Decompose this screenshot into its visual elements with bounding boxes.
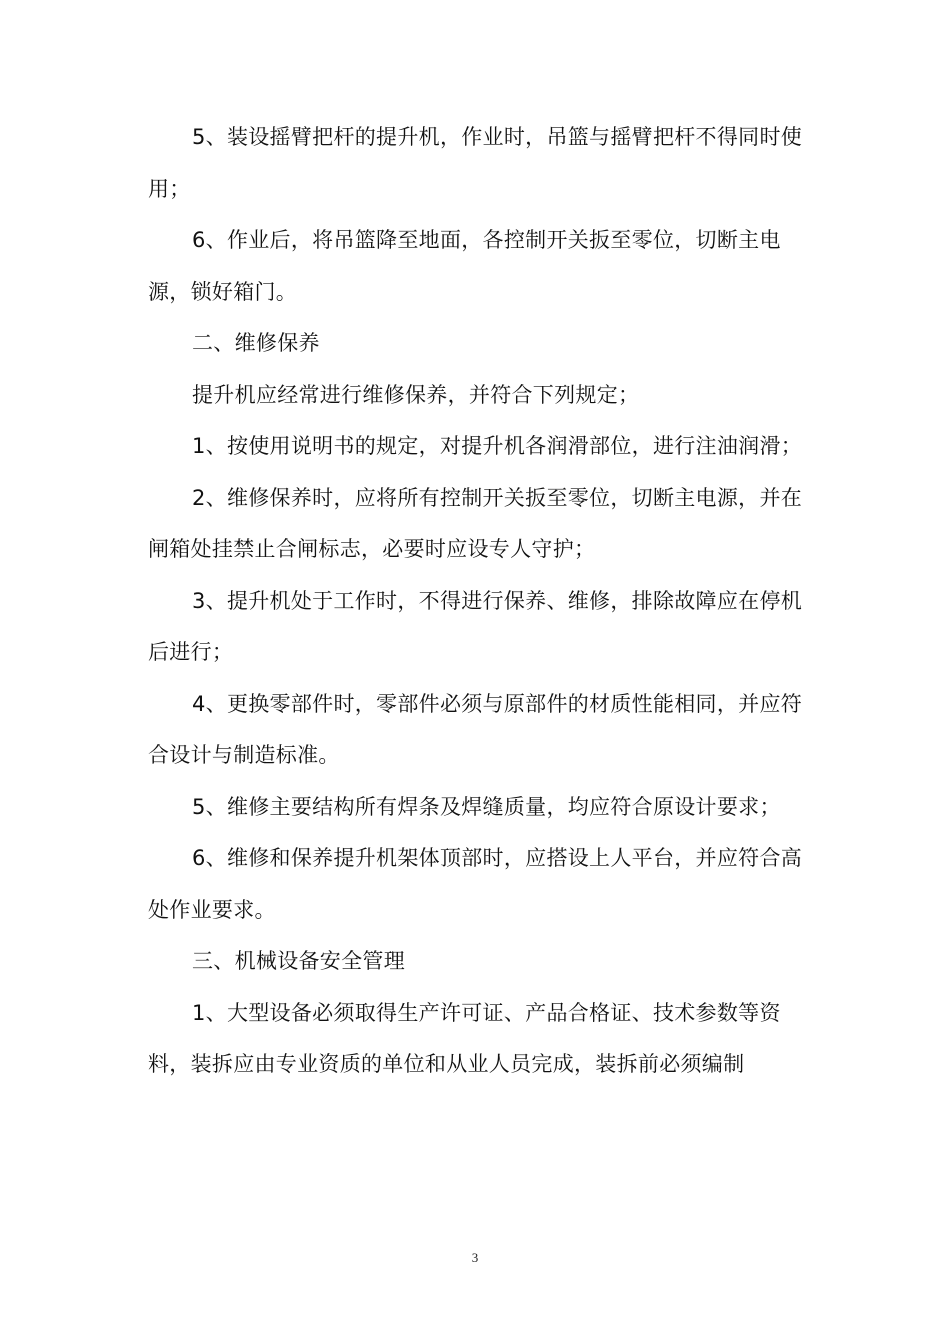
paragraph-maintenance-intro: 提升机应经常进行维修保养，并符合下列规定； [192, 382, 640, 407]
paragraph-item-6-after-work: 6、作业后，将吊篮降至地面，各控制开关扳至零位，切断主电源，锁好箱门。 [148, 228, 781, 304]
paragraph-maintenance-6: 6、维修和保养提升机架体顶部时，应搭设上人平台，并应符合高处作业要求。 [148, 846, 803, 922]
section-heading-maintenance: 二、维修保养 [192, 331, 320, 355]
document-body [148, 112, 808, 1091]
paragraph-maintenance-5: 5、维修主要结构所有焊条及焊缝质量，均应符合原设计要求； [192, 794, 781, 819]
paragraph-maintenance-3: 3、提升机处于工作时，不得进行保养、维修，排除故障应在停机后进行； [148, 588, 803, 664]
paragraph-item-5-rocker-arm: 5、装设摇臂把杆的提升机，作业时，吊篮与摇臂把杆不得同时使用； [148, 125, 803, 201]
paragraph-maintenance-1: 1、按使用说明书的规定，对提升机各润滑部位，进行注油润滑； [192, 434, 803, 458]
page-number: 3 [471, 1250, 479, 1265]
paragraph-maintenance-2: 2、维修保养时，应将所有控制开关扳至零位，切断主电源，并在闸箱处挂禁止合闸标志，必要时应设专人守护； [148, 485, 803, 561]
paragraph-maintenance-4: 4、更换零部件时，零部件必须与原部件的材质性能相同，并应符合设计与制造标准。 [148, 691, 803, 767]
paragraph-equipment-safety-1: 1、大型设备必须取得生产许可证、产品合格证、技术参数等资料，装拆应由专业资质的单位和从业人员完成，装拆前必须编制 [148, 1000, 781, 1076]
section-heading-equipment-safety: 三、机械设备安全管理 [192, 949, 405, 973]
